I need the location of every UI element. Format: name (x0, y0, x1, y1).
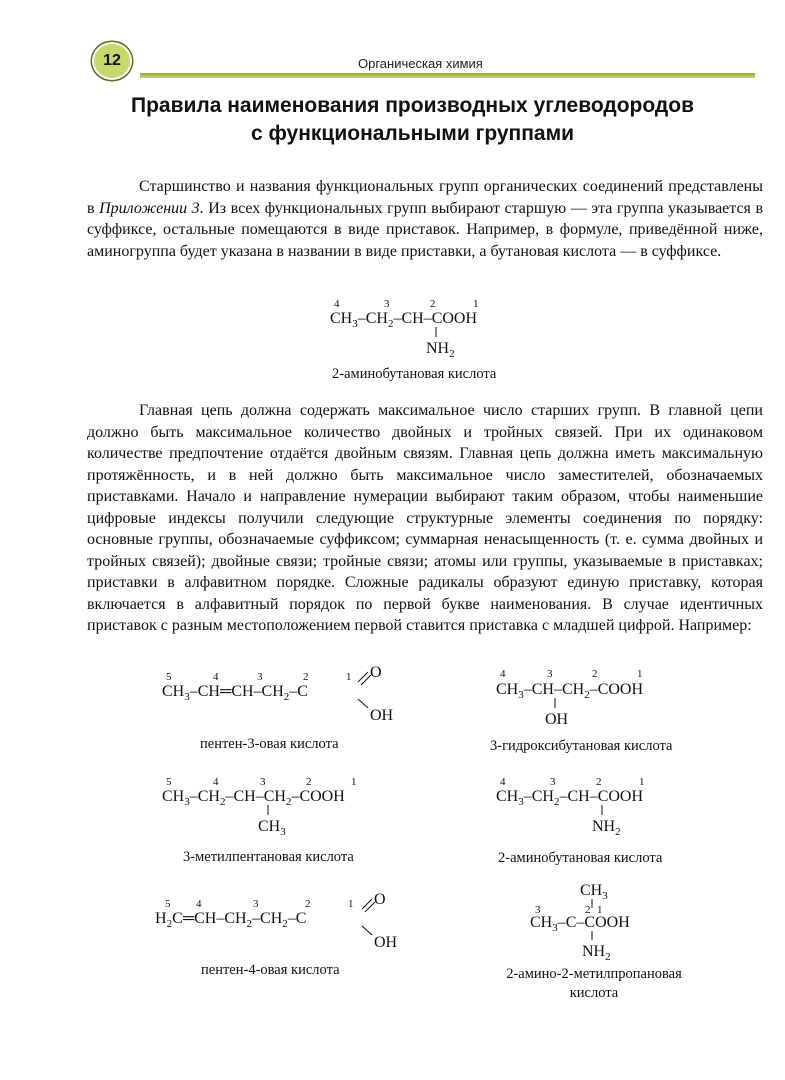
svg-text:CH3–C–COOH: $CH_3-C$–COOH (530, 914, 630, 934)
svg-text:4: 4 (334, 298, 340, 310)
svg-text:5: 5 (166, 671, 172, 683)
formula-pent-4-enoic-acid (155, 892, 405, 954)
svg-text:4: 4 (500, 668, 506, 680)
svg-text:4: 4 (196, 898, 202, 910)
caption-2-aminobutanoic-acid-bottom: 2-аминобутановая кислота (498, 850, 663, 866)
svg-text:NH2: $NH_2$ (592, 818, 621, 838)
running-title: Органическая химия (358, 56, 483, 71)
svg-text:1: 1 (597, 904, 603, 916)
svg-text:OH: OH (374, 934, 398, 951)
paragraph-2: Главная цепь должна содержать максимальное число старших групп. В главной цепи должно быть максимальное количество двойных и тройных связей. При их одинаковом количестве предпочтение отдаётся двойным связям. Главная цепь должна иметь максимальную протяжённость, и в ней должно быть максимальное число заместителей, обозначаемых приставками. Начало и направление нумерации выбирают таким образом, чтобы наименьшие цифровые индексы получили следующие структурные элементы соединения по порядку: основные группы, обозначаемые суффиксом; суммарная ненасыщенность (т. е. сумма двойных и тройных связей); двойные связи; тройные связи; атомы или группы, указываемые в приставках; приставки в алфавитном порядке. Сложные радикалы образуют единую приставку, которая включается в алфавитный порядок по первой букве наименования. В случае идентичных приставок с разным местоположением первой ставится приставка с младшей цифрой. Например: (87, 402, 763, 634)
caption-2-aminobutanoic-acid-top: 2-аминобутановая кислота (332, 366, 497, 382)
title-line-2: с функциональными группами (250, 122, 575, 145)
svg-text:3: 3 (253, 898, 259, 910)
svg-text:2: 2 (430, 298, 436, 310)
caption-f7-line-2: кислота (569, 985, 619, 1001)
svg-text:1: 1 (639, 776, 645, 788)
svg-text:3: 3 (257, 671, 263, 683)
svg-text:OH: OH (545, 711, 569, 728)
svg-text:2: 2 (592, 668, 598, 680)
title-line-1: Правила наименования производных углеводородов (130, 94, 695, 117)
svg-text:CH3–CH═CH–CH2–C: $CH_3-CH═CH-CH_2-C$ (162, 683, 308, 703)
svg-text:3: 3 (260, 776, 266, 788)
svg-text:1: 1 (473, 298, 479, 310)
svg-text:1: 1 (346, 671, 352, 683)
svg-text:1: 1 (637, 668, 643, 680)
svg-text:CH3–CH2–CH–CH2–COOH: $CH_3-CH_2-CH-CH_2$–COOH (162, 788, 345, 808)
svg-text:4: 4 (213, 671, 219, 683)
svg-text:5: 5 (166, 776, 172, 788)
svg-text:3: 3 (550, 776, 556, 788)
svg-text:NH2: $NH_2$ (582, 943, 611, 963)
svg-text:4: 4 (500, 776, 506, 788)
p1-text-b: . Из всех функциональных групп выбирают старшую — эта группа указывается в суффиксе, остальные помещаются в виде приставок. Например, в формуле, приведённой ниже, аминогруппа будет указана в названии в виде приставки, а бутановая кислота — в суффиксе. (87, 199, 763, 260)
caption-pent-3-enoic-acid: пентен-3-овая кислота (200, 736, 339, 752)
svg-text:CH3–CH–CH2–COOH: $CH_3-CH-CH_2$–COOH (496, 681, 644, 701)
page-number: 12 (103, 52, 121, 69)
svg-text:2: 2 (303, 671, 309, 683)
caption-3-hydroxybutanoic-acid: 3-гидроксибутановая кислота (490, 738, 673, 754)
svg-text:1: 1 (351, 776, 357, 788)
section-title (60, 92, 765, 148)
svg-text:CH3–CH2–CH–COOH: $CH_3-CH_2-CH$–COOH (496, 788, 644, 808)
formula-2-amino-2-methylpropanoic-acid (530, 878, 730, 962)
svg-text:3: 3 (535, 904, 541, 916)
svg-text:3: 3 (384, 298, 390, 310)
svg-text:5: 5 (165, 898, 171, 910)
formula-3-hydroxybutanoic-acid (496, 666, 696, 728)
svg-text:OH: OH (370, 707, 394, 724)
caption-2-amino-2-methylpropanoic-acid (484, 965, 704, 1003)
paragraph-1 (87, 176, 763, 262)
caption-pent-4-enoic-acid: пентен-4-овая кислота (201, 962, 340, 978)
svg-text:O: O (370, 664, 382, 681)
formula-pent-3-enoic-acid (162, 664, 402, 726)
svg-text:H2C═CH–CH2–CH2–C: $H_2C═CH-CH_2-CH_2-C$ (155, 910, 307, 930)
svg-text:CH3–CH2–CH–COOH: $CH_3-CH_2-CH$–COOH (330, 310, 478, 330)
caption-f7-line-1: 2-амино-2-метилпропановая (506, 966, 682, 982)
svg-text:NH2: $NH_2$ (426, 340, 455, 360)
p1-text-a: Старшинство и названия функциональных групп органических соединений представлены в (87, 178, 763, 217)
formula-2-aminobutanoic-acid-bottom (496, 773, 696, 837)
svg-text:2: 2 (306, 776, 312, 788)
svg-text:CH3: $CH_3$ (580, 882, 608, 902)
svg-text:4: 4 (213, 776, 219, 788)
svg-text:2: 2 (585, 904, 591, 916)
svg-text:2: 2 (305, 898, 311, 910)
svg-text:O: O (374, 891, 386, 908)
header-rule (140, 73, 755, 78)
svg-text:1: 1 (348, 898, 354, 910)
formula-2-aminobutanoic-acid-top (330, 296, 530, 358)
formula-3-methylpentanoic-acid (162, 772, 402, 836)
svg-text:3: 3 (547, 668, 553, 680)
p1-italic-ref: Приложении 3 (99, 199, 200, 217)
caption-3-methylpentanoic-acid: 3-метилпентановая кислота (183, 849, 354, 865)
svg-text:CH3: $CH_3$ (258, 818, 286, 838)
page-number-badge (92, 42, 132, 80)
svg-text:2: 2 (596, 776, 602, 788)
